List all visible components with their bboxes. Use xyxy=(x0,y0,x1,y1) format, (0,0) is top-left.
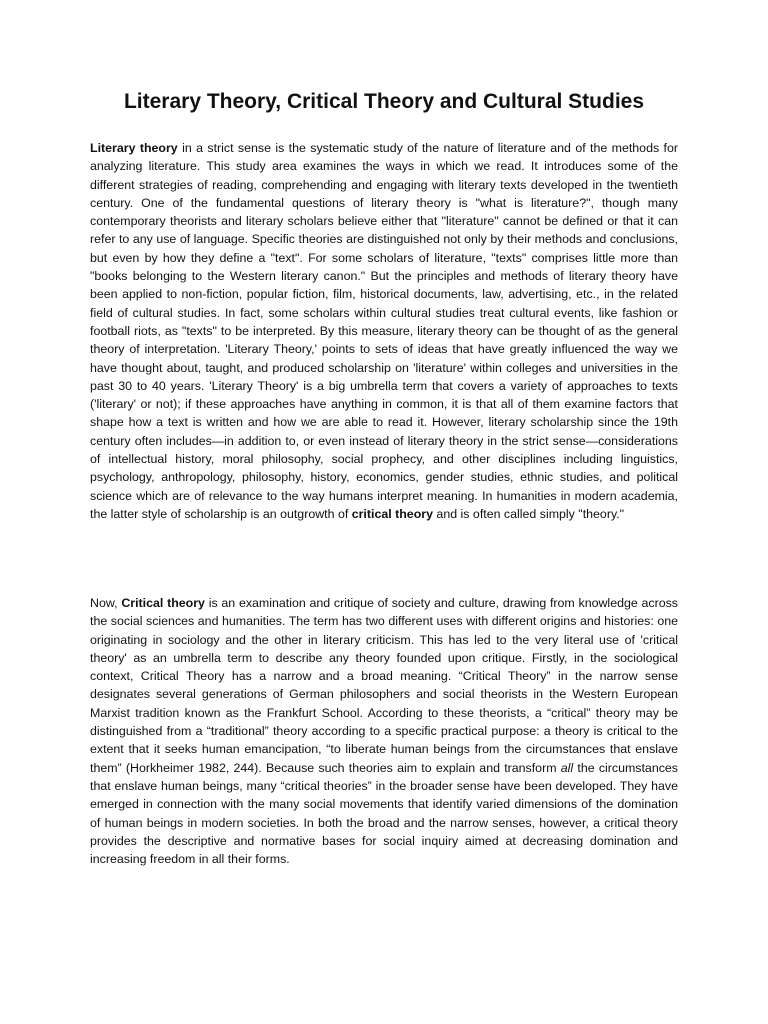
paragraph-text: is an examination and critique of society and culture, drawing from knowledge across the social sciences and humanities. The term has two different uses with different origins and histories: one originating in sociology and the other in literary criticism. This has led to the very literal use of 'critical theory' as an umbrella term to describe any theory founded upon critique. Firstly, in the sociological context, Critical Theory has a narrow and a broad meaning. “Critical Theory” in the narrow sense designates several generations of German philosophers and social theorists in the Western European Marxist tradition known as the Frankfurt School. According to these theorists, a “critical” theory may be distinguished from a “traditional” theory according to a specific practical purpose: a theory is critical to the extent that it seeks human emancipation, “to liberate human beings from the circumstances that enslave them” (Horkheimer 1982, 244). Because such theories aim to explain and transform xyxy=(90,596,678,775)
term-critical-theory: Critical theory xyxy=(121,596,205,610)
emphasis-all: all xyxy=(560,760,574,775)
paragraph-text: in a strict sense is the systematic study of the nature of literature and of the methods for analyzing literature. This study area examines the ways in which we read. It introduces some of the different strategies of reading, comprehending and engaging with literary texts developed in the twentieth century. One of the fundamental questions of literary theory is "what is literature?", though many contemporary theorists and literary scholars believe either that "literature" cannot be defined or that it can refer to any use of language. Specific theories are distinguished not only by their methods and conclusions, but even by how they define a "text". For some scholars of literature, "texts" comprises little more than "books belonging to the Western literary canon." But the principles and methods of literary theory have been applied to non-fiction, popular fiction, film, historical documents, law, advertising, etc., in the related field of cultural studies. In fact, some scholars within cultural studies treat cultural events, like fashion or football riots, as "texts" to be interpreted. By this measure, literary theory can be thought of as the general theory of interpretation. 'Literary Theory,' points to sets of ideas that have greatly influenced the way we have thought about, taught, and produced scholarship on 'literature' within colleges and universities in the past 30 to 40 years. 'Literary Theory' is a big umbrella term that covers a variety of approaches to texts ('literary' or not); if these approaches have anything in common, it is that all of them examine factors that shape how a text is written and how we are able to read it. However, literary scholarship since the 19th century often includes—in addition to, or even instead of literary theory in the strict sense—considerations of intellectual history, moral philosophy, social prophecy, and other disciplines including linguistics, psychology, anthropology, philosophy, history, economics, gender studies, ethnic studies, and political science which are of relevance to the way humans interpret meaning. In humanities in modern academia, the latter style of scholarship is an outgrowth of xyxy=(90,141,678,521)
paragraph-critical-theory xyxy=(90,594,678,868)
paragraph-text: Now, xyxy=(90,596,122,610)
paragraph-text: and is often called simply "theory." xyxy=(432,506,625,521)
paragraph-literary-theory xyxy=(90,139,678,523)
term-literary-theory: Literary theory xyxy=(90,141,178,155)
paragraph-text: the circumstances that enslave human beings, many “critical theories” in the broader sense have been developed. They have emerged in connection with the many social movements that identify varied dimensions of the domination of human beings in modern societies. In both the broad and the narrow senses, however, a critical theory provides the descriptive and normative bases for social inquiry aimed at decreasing domination and increasing freedom in all their forms. xyxy=(90,760,679,867)
document-title: Literary Theory, Critical Theory and Cultural Studies xyxy=(123,90,645,113)
term-critical-theory: critical theory xyxy=(351,506,433,521)
